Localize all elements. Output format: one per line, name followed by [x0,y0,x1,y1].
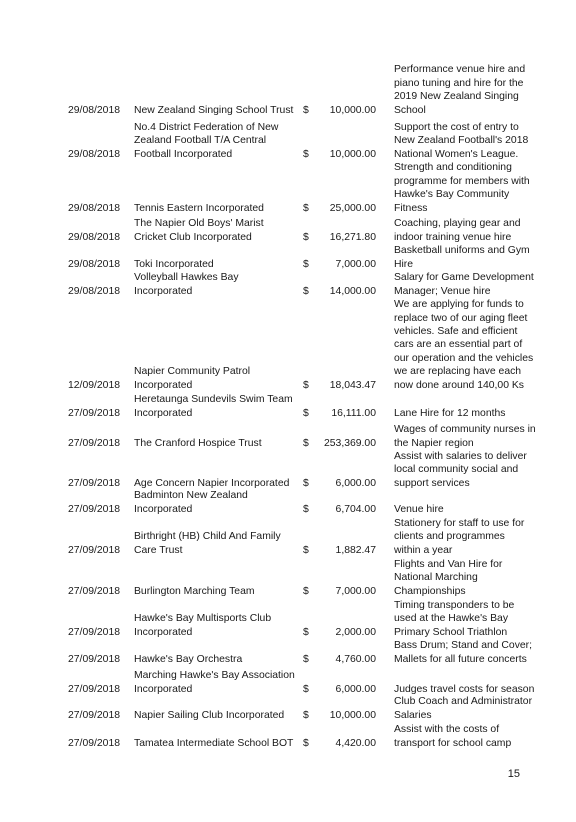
grant-purpose-line: the Napier region [394,437,474,449]
grant-purpose-line: We are applying for funds to [394,299,524,311]
grant-purpose-line: New Zealand Football's 2018 [394,135,529,147]
grant-purpose-line: Lane Hire for 12 months [394,407,506,419]
grant-purpose-line: transport for school camp [394,737,512,749]
grant-date: 27/09/2018 [68,503,121,515]
grant-purpose-line: Coaching, playing gear and [394,218,521,230]
currency-symbol: $ [303,148,309,160]
grant-purpose-line: Performance venue hire and [394,64,526,76]
grant-date: 27/09/2018 [68,544,121,556]
organisation-name-line: Marching Hawke's Bay Association [134,670,295,682]
grant-amount: 6,704.00 [335,503,376,515]
grant-purpose-line: Salary for Game Development [394,272,534,284]
organisation-name-line: Birthright (HB) Child And Family [134,531,281,543]
currency-symbol: $ [303,709,309,721]
currency-symbol: $ [303,503,309,515]
organisation-name-line: No.4 District Federation of New [134,121,279,133]
organisation-name-line: Age Concern Napier Incorporated [134,477,290,489]
grant-amount: 25,000.00 [329,202,376,214]
grant-purpose-line: replace two of our aging fleet [394,312,528,324]
grant-date: 29/08/2018 [68,202,121,214]
grant-date: 29/08/2018 [68,104,121,116]
currency-symbol: $ [303,231,309,243]
organisation-name-line: Incorporated [134,407,193,419]
grant-purpose-line: Salaries [394,709,432,721]
organisation-name-line: Hawke's Bay Multisports Club [134,613,272,625]
currency-symbol: $ [303,437,309,449]
grant-amount: 1,882.47 [335,544,376,556]
grant-purpose-line: Assist with the costs of [394,724,500,736]
grant-amount: 10,000.00 [329,148,376,160]
currency-symbol: $ [303,683,309,695]
organisation-name-line: Hawke's Bay Orchestra [134,653,243,665]
grant-amount: 7,000.00 [335,258,376,270]
organisation-name-line: Tamatea Intermediate School BOT [134,737,294,749]
organisation-name-line: Incorporated [134,503,193,515]
grant-date: 29/08/2018 [68,148,121,160]
grant-purpose-line: Judges travel costs for season [394,683,535,695]
grant-amount: 4,420.00 [335,737,376,749]
organisation-name-line: Zealand Football T/A Central [134,135,267,147]
currency-symbol: $ [303,202,309,214]
grant-purpose-line: Primary School Triathlon [394,626,508,638]
grant-amount: 10,000.00 [329,104,376,116]
grant-date: 27/09/2018 [68,437,121,449]
organisation-name-line: The Napier Old Boys' Marist [134,218,264,230]
grant-amount: 10,000.00 [329,709,376,721]
grant-purpose-line: Mallets for all future concerts [394,653,527,665]
grant-date: 27/09/2018 [68,477,121,489]
grant-purpose-line: 2019 New Zealand Singing [394,91,519,103]
grant-purpose-line: local community social and [394,464,519,476]
organisation-name-line: Toki Incorporated [134,258,214,270]
currency-symbol: $ [303,737,309,749]
currency-symbol: $ [303,379,309,391]
grant-amount: 6,000.00 [335,683,376,695]
grant-amount: 7,000.00 [335,585,376,597]
grant-date: 27/09/2018 [68,626,121,638]
grant-purpose-line: our operation and the vehicles [394,352,534,364]
grant-amount: 2,000.00 [335,626,376,638]
grant-purpose-line: within a year [394,544,453,556]
grant-date: 27/09/2018 [68,653,121,665]
currency-symbol: $ [303,653,309,665]
grant-purpose-line: Timing transponders to be [394,599,515,611]
organisation-name-line: Napier Sailing Club Incorporated [134,709,285,721]
page-number: 15 [507,768,520,780]
organisation-name-line: New Zealand Singing School Trust [134,104,294,116]
grant-purpose-line: Venue hire [394,503,444,515]
grant-amount: 6,000.00 [335,477,376,489]
grant-purpose-line: vehicles. Safe and efficient [394,325,518,337]
grant-date: 29/08/2018 [68,231,121,243]
grant-purpose-line: Assist with salaries to deliver [394,450,527,462]
grant-purpose-line: we are replacing have each [394,366,522,378]
grant-purpose-line: Stationery for staff to use for [394,517,525,529]
organisation-name-line: Incorporated [134,285,193,297]
grant-purpose-line: programme for members with [394,175,530,187]
grant-purpose-line: clients and programmes [394,531,505,543]
grant-amount: 14,000.00 [329,285,376,297]
grant-amount: 16,271.80 [329,231,376,243]
grant-amount: 253,369.00 [323,437,376,449]
grant-purpose-line: indoor training venue hire [394,231,512,243]
grant-purpose-line: Wages of community nurses in [394,424,536,436]
grant-date: 27/09/2018 [68,407,121,419]
currency-symbol: $ [303,407,309,419]
grant-purpose-line: National Women's League. [394,148,519,160]
grant-date: 27/09/2018 [68,585,121,597]
organisation-name-line: Incorporated [134,626,193,638]
grant-purpose-line: Manager; Venue hire [394,285,491,297]
grant-date: 27/09/2018 [68,709,121,721]
grant-amount: 4,760.00 [335,653,376,665]
organisation-name-line: Care Trust [134,544,183,556]
organisation-name-line: Heretaunga Sundevils Swim Team [134,394,293,406]
grant-purpose-line: School [394,104,426,116]
grant-purpose-line: Championships [394,585,466,597]
grant-purpose [394,723,534,750]
organisation-name-line: Tennis Eastern Incorporated [134,202,264,214]
organisation-name-line: The Cranford Hospice Trust [134,437,262,449]
grant-amount: 16,111.00 [331,407,376,419]
grant-date: 27/09/2018 [68,737,121,749]
currency-symbol: $ [303,626,309,638]
grant-amount: 18,043.47 [329,379,376,391]
grant-purpose-line: Hire [394,258,414,270]
grant-purpose-line: now done around 140,00 Ks [394,379,524,391]
grant-purpose-line: Fitness [394,202,428,214]
organisation-name-line: Burlington Marching Team [134,585,255,597]
grant-purpose-line: Basketball uniforms and Gym [394,245,530,257]
grant-purpose-line: Support the cost of entry to [394,121,519,133]
currency-symbol: $ [303,585,309,597]
grant-date: 27/09/2018 [68,683,121,695]
organisation-name-line: Cricket Club Incorporated [134,231,252,243]
grant-purpose-line: Hawke's Bay Community [394,189,510,201]
organisation-name-line: Incorporated [134,683,193,695]
currency-symbol: $ [303,104,309,116]
grant-purpose-line: Flights and Van Hire for [394,558,503,570]
grant-purpose-line: piano tuning and hire for the [394,77,524,89]
currency-symbol: $ [303,544,309,556]
grant-purpose-line: support services [394,477,470,489]
grant-date: 12/09/2018 [68,379,121,391]
organisation-name-line: Volleyball Hawkes Bay [134,272,239,284]
grant-purpose-line: Bass Drum; Stand and Cover; [394,640,533,652]
organisation-name-line: Napier Community Patrol [134,366,251,378]
grant-purpose-line: Club Coach and Administrator [394,696,533,708]
currency-symbol: $ [303,477,309,489]
organisation-name-line: Badminton New Zealand [134,490,248,502]
currency-symbol: $ [303,285,309,297]
grant-date: 29/08/2018 [68,258,121,270]
grant-purpose-line: National Marching [394,572,478,584]
organisation-name-line: Incorporated [134,379,193,391]
currency-symbol: $ [303,258,309,270]
organisation-name-line: Football Incorporated [134,148,233,160]
grant-purpose-line: cars are an essential part of [394,339,523,351]
grant-purpose-line: Strength and conditioning [394,162,512,174]
grant-purpose-line: used at the Hawke's Bay [394,613,509,625]
grant-date: 29/08/2018 [68,285,121,297]
organisation-name [134,737,296,750]
